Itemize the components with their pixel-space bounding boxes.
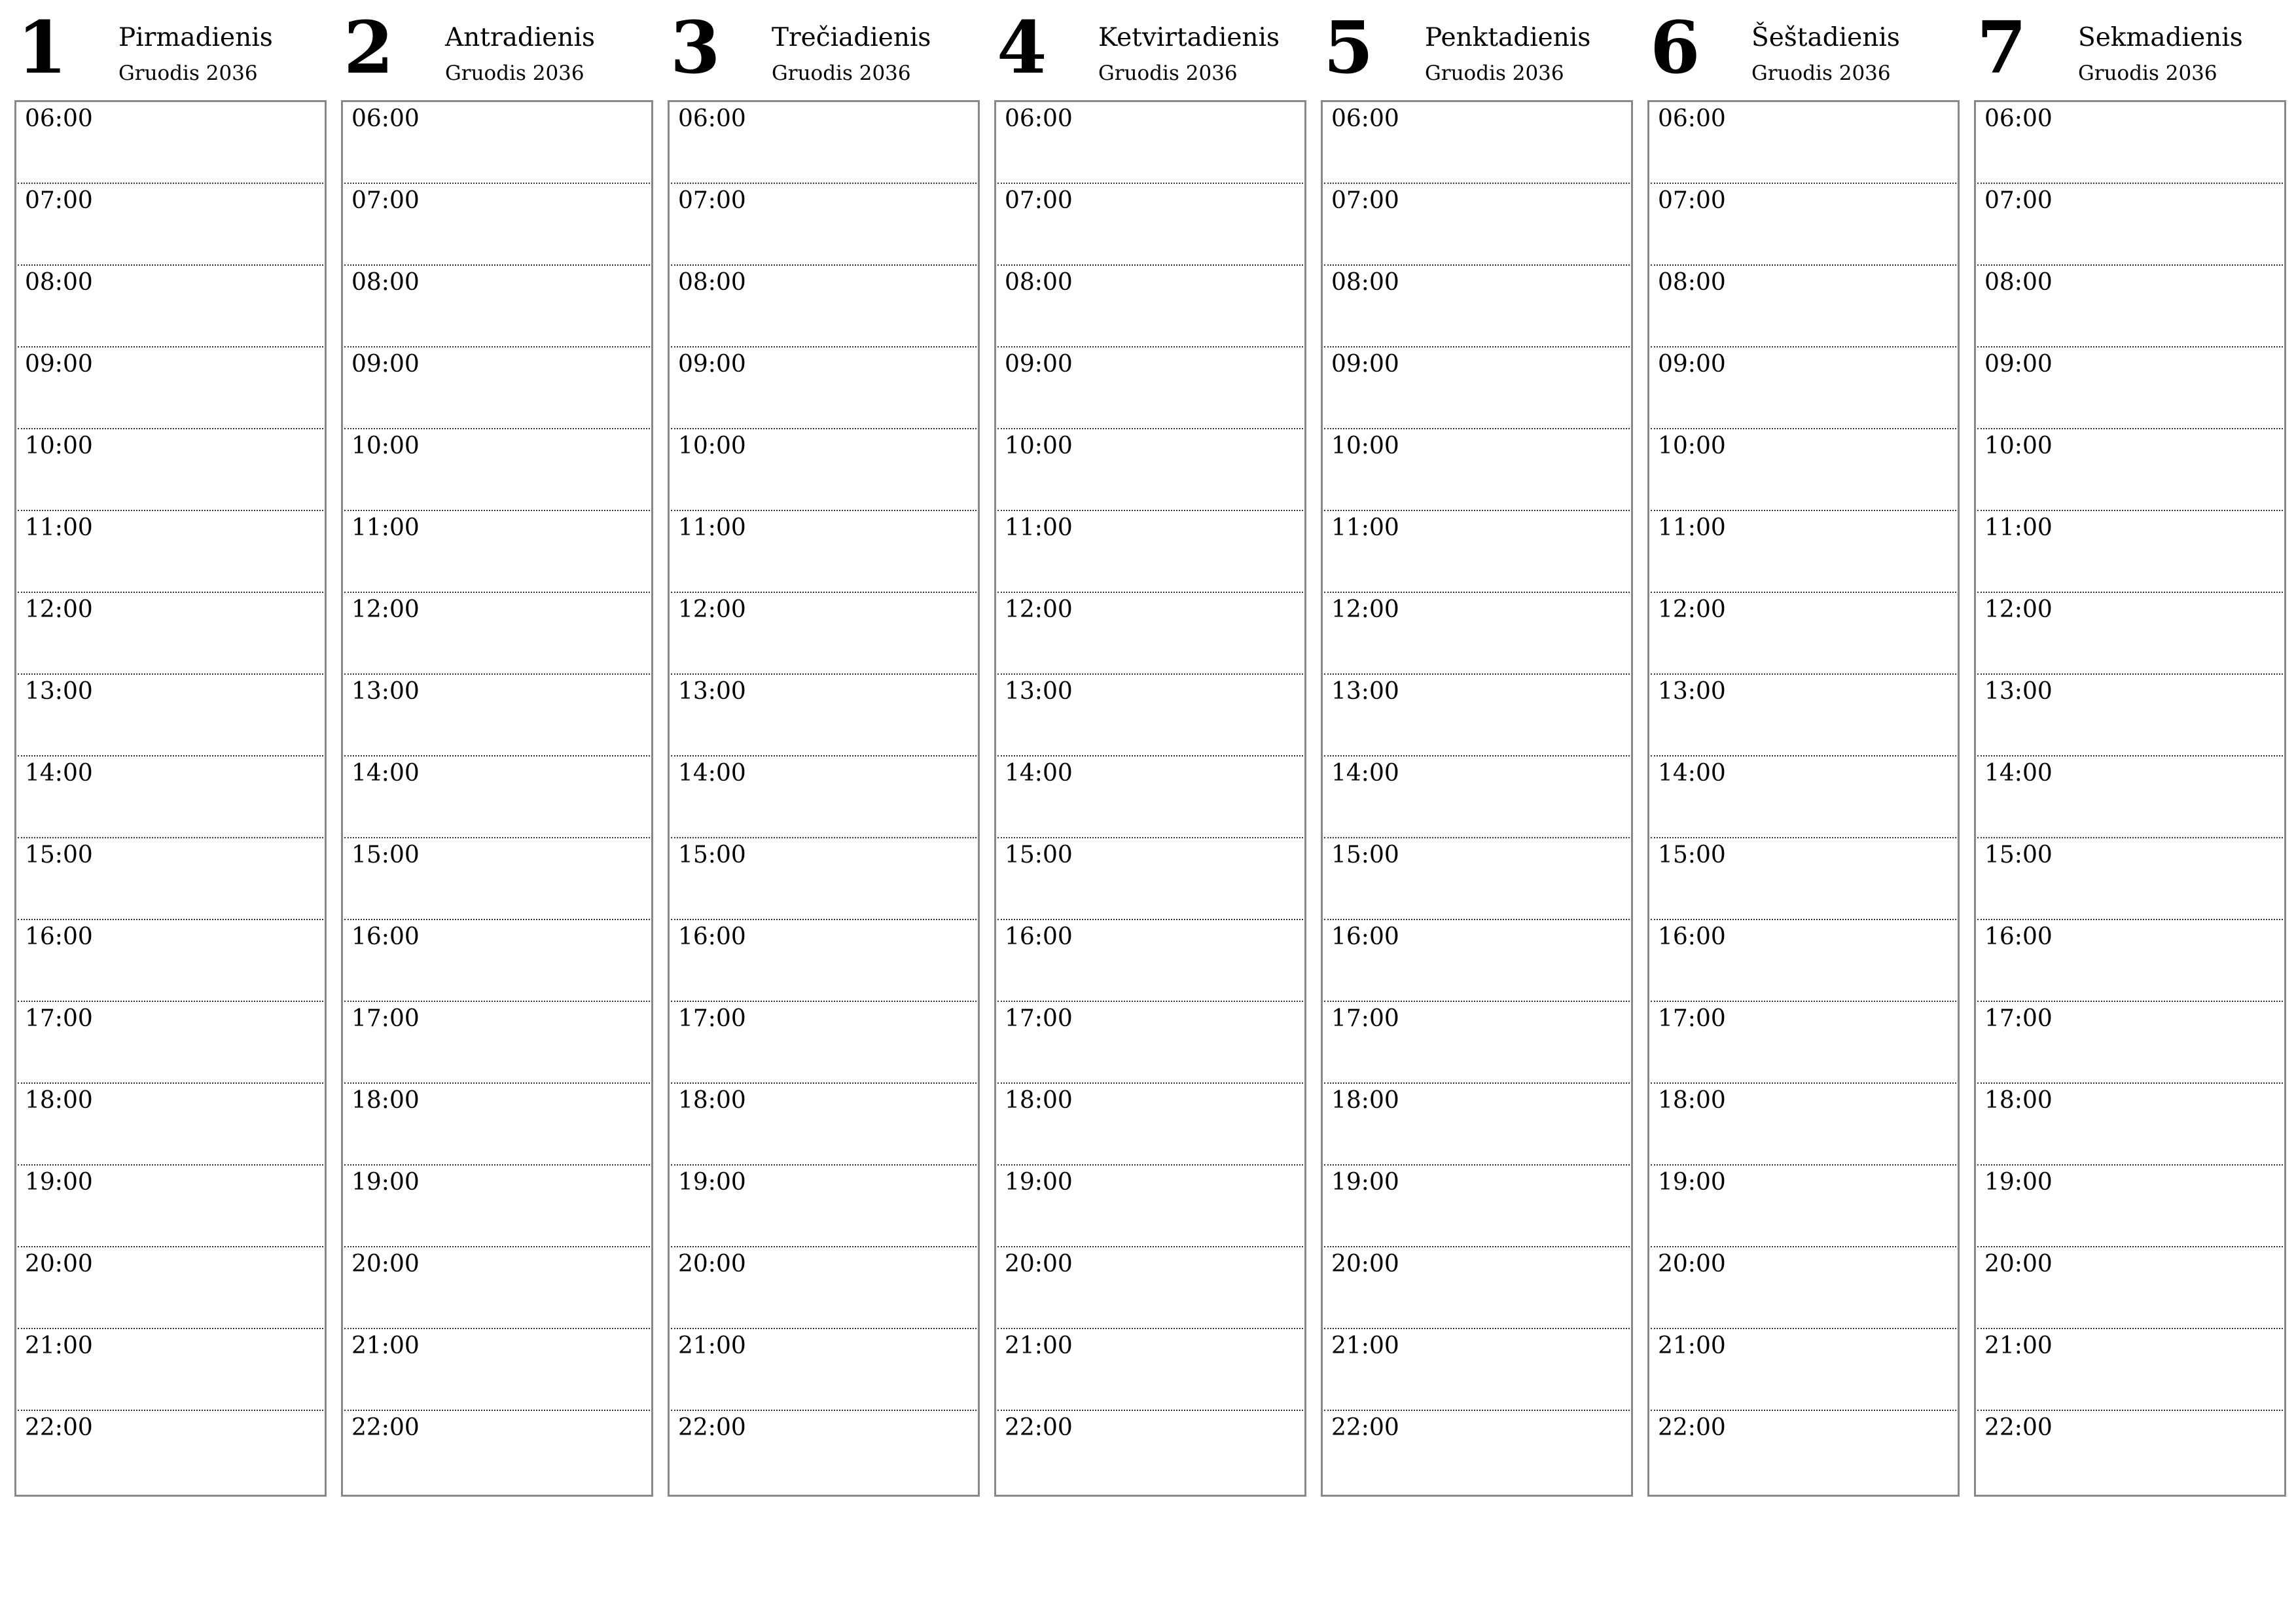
time-slot[interactable]	[1324, 1084, 1630, 1166]
time-slot-label: 10:00	[678, 433, 746, 459]
time-slot[interactable]	[18, 1166, 323, 1247]
time-slot[interactable]	[1977, 757, 2283, 838]
day-header	[1974, 0, 2286, 100]
time-slot[interactable]	[671, 184, 977, 266]
time-slot[interactable]	[1977, 920, 2283, 1002]
time-slot-label: 06:00	[351, 105, 420, 132]
time-slot-label: 06:00	[1984, 105, 2053, 132]
time-slot[interactable]	[1651, 511, 1956, 593]
time-slot[interactable]	[1324, 266, 1630, 348]
time-slot[interactable]	[344, 1084, 650, 1166]
time-slot[interactable]	[1651, 593, 1956, 675]
time-slot[interactable]	[1977, 1002, 2283, 1084]
time-slot[interactable]	[997, 429, 1303, 511]
time-slot[interactable]	[18, 1411, 323, 1493]
time-slot-label: 16:00	[1005, 923, 1073, 950]
time-slot[interactable]	[1651, 1084, 1956, 1166]
time-slot-label: 11:00	[1331, 514, 1399, 541]
time-slot[interactable]	[671, 1002, 977, 1084]
day-column	[341, 0, 653, 1499]
time-slot-label: 14:00	[1658, 760, 1726, 787]
time-slot-label: 17:00	[1331, 1005, 1399, 1032]
time-slot-label: 20:00	[1984, 1251, 2053, 1277]
time-slot[interactable]	[671, 675, 977, 757]
time-slot-label: 22:00	[1005, 1414, 1073, 1441]
time-slot-label: 15:00	[25, 842, 93, 868]
time-slot-label: 19:00	[1331, 1169, 1399, 1196]
time-slot-label: 19:00	[1005, 1169, 1073, 1196]
time-slot[interactable]	[344, 593, 650, 675]
time-slot[interactable]	[1324, 593, 1630, 675]
day-schedule-box	[14, 100, 327, 1497]
time-slot[interactable]	[997, 1329, 1303, 1411]
time-slot[interactable]	[1324, 1247, 1630, 1329]
time-slot-label: 11:00	[1984, 514, 2053, 541]
time-slot[interactable]	[344, 1247, 650, 1329]
time-slot[interactable]	[18, 675, 323, 757]
time-slot[interactable]	[1651, 1166, 1956, 1247]
time-slot-label: 07:00	[1658, 187, 1726, 214]
time-slot[interactable]	[18, 757, 323, 838]
time-slot-label: 11:00	[351, 514, 420, 541]
day-month-year: Gruodis 2036	[772, 62, 911, 85]
time-slot-label: 14:00	[1984, 760, 2053, 787]
time-slot-label: 15:00	[1331, 842, 1399, 868]
time-slot-label: 21:00	[25, 1332, 93, 1359]
time-slot-label: 16:00	[1658, 923, 1726, 950]
time-slot[interactable]	[1977, 429, 2283, 511]
time-slot-label: 07:00	[678, 187, 746, 214]
time-slot-label: 09:00	[1658, 351, 1726, 378]
time-slot-label: 16:00	[351, 923, 420, 950]
time-slot-label: 14:00	[351, 760, 420, 787]
day-schedule-box	[994, 100, 1306, 1497]
day-number: 7	[1977, 5, 2027, 90]
day-name: Ketvirtadienis	[1098, 23, 1280, 52]
time-slot-label: 19:00	[1658, 1169, 1726, 1196]
time-slot-label: 18:00	[1005, 1087, 1073, 1114]
day-month-year: Gruodis 2036	[1098, 62, 1238, 85]
time-slot-label: 09:00	[351, 351, 420, 378]
time-slot[interactable]	[671, 1084, 977, 1166]
time-slot-label: 09:00	[1984, 351, 2053, 378]
time-slot-label: 17:00	[1984, 1005, 2053, 1032]
time-slot[interactable]	[997, 102, 1303, 184]
time-slot[interactable]	[997, 675, 1303, 757]
time-slot-label: 07:00	[25, 187, 93, 214]
day-month-year: Gruodis 2036	[1751, 62, 1891, 85]
time-slot-label: 08:00	[351, 269, 420, 296]
time-slot[interactable]	[671, 102, 977, 184]
time-slot-label: 06:00	[1658, 105, 1726, 132]
day-name: Antradienis	[445, 23, 595, 52]
time-slot[interactable]	[1324, 920, 1630, 1002]
time-slot-label: 21:00	[1331, 1332, 1399, 1359]
time-slot-label: 14:00	[25, 760, 93, 787]
weekly-planner	[14, 0, 2283, 1499]
time-slot[interactable]	[997, 920, 1303, 1002]
time-slot-label: 10:00	[1984, 433, 2053, 459]
time-slot[interactable]	[671, 1247, 977, 1329]
time-slot[interactable]	[344, 429, 650, 511]
time-slot-label: 15:00	[351, 842, 420, 868]
time-slot[interactable]	[18, 1084, 323, 1166]
time-slot-label: 12:00	[1658, 596, 1726, 623]
day-name: Penktadienis	[1425, 23, 1591, 52]
time-slot[interactable]	[671, 429, 977, 511]
day-name: Pirmadienis	[118, 23, 273, 52]
time-slot-label: 21:00	[1658, 1332, 1726, 1359]
time-slot[interactable]	[1324, 429, 1630, 511]
time-slot-label: 09:00	[1331, 351, 1399, 378]
day-schedule-box	[1974, 100, 2286, 1497]
time-slot[interactable]	[1977, 102, 2283, 184]
time-slot-label: 11:00	[678, 514, 746, 541]
time-slot-label: 08:00	[678, 269, 746, 296]
day-number: 6	[1650, 5, 1700, 90]
time-slot[interactable]	[671, 1411, 977, 1493]
time-slot-label: 22:00	[678, 1414, 746, 1441]
time-slot[interactable]	[344, 675, 650, 757]
time-slot-label: 20:00	[678, 1251, 746, 1277]
time-slot[interactable]	[18, 1002, 323, 1084]
time-slot[interactable]	[1324, 348, 1630, 429]
time-slot[interactable]	[1651, 675, 1956, 757]
time-slot[interactable]	[344, 1411, 650, 1493]
time-slot[interactable]	[18, 1329, 323, 1411]
time-slot[interactable]	[344, 348, 650, 429]
time-slot[interactable]	[997, 838, 1303, 920]
time-slot-label: 22:00	[1331, 1414, 1399, 1441]
day-header	[1647, 0, 1960, 100]
time-slot[interactable]	[1977, 511, 2283, 593]
time-slot-label: 17:00	[25, 1005, 93, 1032]
time-slot[interactable]	[1977, 1247, 2283, 1329]
time-slot[interactable]	[1324, 184, 1630, 266]
time-slot-label: 12:00	[678, 596, 746, 623]
time-slot[interactable]	[1977, 266, 2283, 348]
time-slot-label: 17:00	[1005, 1005, 1073, 1032]
time-slot-label: 20:00	[351, 1251, 420, 1277]
time-slot-label: 10:00	[1005, 433, 1073, 459]
time-slot-label: 16:00	[25, 923, 93, 950]
day-number: 3	[670, 5, 721, 90]
time-slot[interactable]	[18, 838, 323, 920]
time-slot-label: 07:00	[351, 187, 420, 214]
time-slot[interactable]	[18, 184, 323, 266]
time-slot-label: 22:00	[1658, 1414, 1726, 1441]
day-name: Trečiadienis	[772, 23, 931, 52]
time-slot[interactable]	[1977, 593, 2283, 675]
time-slot-label: 11:00	[1658, 514, 1726, 541]
time-slot-label: 14:00	[678, 760, 746, 787]
time-slot-label: 12:00	[1005, 596, 1073, 623]
day-number: 5	[1323, 5, 1374, 90]
time-slot[interactable]	[671, 266, 977, 348]
time-slot[interactable]	[18, 593, 323, 675]
time-slot[interactable]	[1651, 838, 1956, 920]
time-slot[interactable]	[997, 1411, 1303, 1493]
time-slot-label: 07:00	[1331, 187, 1399, 214]
time-slot-label: 18:00	[678, 1087, 746, 1114]
time-slot[interactable]	[997, 266, 1303, 348]
time-slot[interactable]	[1651, 184, 1956, 266]
time-slot[interactable]	[1977, 1329, 2283, 1411]
time-slot[interactable]	[997, 1166, 1303, 1247]
time-slot-label: 10:00	[1331, 433, 1399, 459]
time-slot-label: 15:00	[1984, 842, 2053, 868]
time-slot-label: 06:00	[1331, 105, 1399, 132]
time-slot[interactable]	[1651, 1247, 1956, 1329]
time-slot-label: 14:00	[1331, 760, 1399, 787]
time-slot-label: 16:00	[1984, 923, 2053, 950]
time-slot[interactable]	[671, 757, 977, 838]
time-slot[interactable]	[671, 1329, 977, 1411]
time-slot-label: 22:00	[351, 1414, 420, 1441]
time-slot[interactable]	[1324, 757, 1630, 838]
time-slot[interactable]	[671, 511, 977, 593]
time-slot[interactable]	[1324, 838, 1630, 920]
time-slot[interactable]	[344, 1329, 650, 1411]
time-slot-label: 20:00	[1331, 1251, 1399, 1277]
time-slot[interactable]	[1324, 1411, 1630, 1493]
day-header	[668, 0, 980, 100]
time-slot[interactable]	[1651, 429, 1956, 511]
time-slot[interactable]	[344, 838, 650, 920]
time-slot[interactable]	[1977, 675, 2283, 757]
time-slot[interactable]	[18, 920, 323, 1002]
time-slot-label: 18:00	[1658, 1087, 1726, 1114]
time-slot-label: 11:00	[25, 514, 93, 541]
time-slot-label: 21:00	[1005, 1332, 1073, 1359]
time-slot[interactable]	[344, 1002, 650, 1084]
time-slot[interactable]	[1651, 266, 1956, 348]
time-slot-label: 13:00	[1658, 678, 1726, 705]
time-slot-label: 07:00	[1984, 187, 2053, 214]
time-slot-label: 19:00	[1984, 1169, 2053, 1196]
time-slot[interactable]	[18, 429, 323, 511]
time-slot[interactable]	[1651, 757, 1956, 838]
time-slot-label: 13:00	[1331, 678, 1399, 705]
time-slot-label: 12:00	[1984, 596, 2053, 623]
time-slot[interactable]	[997, 184, 1303, 266]
day-number: 1	[17, 5, 67, 90]
time-slot-label: 20:00	[25, 1251, 93, 1277]
time-slot-label: 12:00	[351, 596, 420, 623]
time-slot-label: 19:00	[351, 1169, 420, 1196]
time-slot-label: 19:00	[25, 1169, 93, 1196]
time-slot[interactable]	[1324, 675, 1630, 757]
time-slot[interactable]	[1977, 1084, 2283, 1166]
time-slot-label: 10:00	[25, 433, 93, 459]
day-schedule-box	[668, 100, 980, 1497]
time-slot[interactable]	[344, 511, 650, 593]
time-slot-label: 13:00	[351, 678, 420, 705]
time-slot[interactable]	[671, 838, 977, 920]
time-slot[interactable]	[997, 1084, 1303, 1166]
time-slot[interactable]	[1977, 184, 2283, 266]
time-slot-label: 22:00	[1984, 1414, 2053, 1441]
day-header	[341, 0, 653, 100]
time-slot-label: 10:00	[1658, 433, 1726, 459]
time-slot-label: 09:00	[678, 351, 746, 378]
time-slot-label: 08:00	[25, 269, 93, 296]
time-slot-label: 11:00	[1005, 514, 1073, 541]
time-slot-label: 06:00	[678, 105, 746, 132]
time-slot[interactable]	[1651, 1411, 1956, 1493]
time-slot[interactable]	[671, 348, 977, 429]
day-month-year: Gruodis 2036	[118, 62, 258, 85]
time-slot[interactable]	[671, 1166, 977, 1247]
day-header	[1321, 0, 1633, 100]
day-number: 4	[997, 5, 1047, 90]
time-slot-label: 16:00	[1331, 923, 1399, 950]
time-slot-label: 21:00	[678, 1332, 746, 1359]
time-slot-label: 19:00	[678, 1169, 746, 1196]
time-slot[interactable]	[344, 102, 650, 184]
time-slot[interactable]	[671, 593, 977, 675]
day-schedule-box	[1647, 100, 1960, 1497]
time-slot[interactable]	[1651, 1002, 1956, 1084]
time-slot-label: 17:00	[351, 1005, 420, 1032]
time-slot-label: 13:00	[1005, 678, 1073, 705]
time-slot-label: 10:00	[351, 433, 420, 459]
time-slot-label: 08:00	[1984, 269, 2053, 296]
day-schedule-box	[1321, 100, 1633, 1497]
time-slot-label: 14:00	[1005, 760, 1073, 787]
time-slot[interactable]	[344, 920, 650, 1002]
time-slot[interactable]	[1324, 511, 1630, 593]
time-slot[interactable]	[344, 184, 650, 266]
time-slot[interactable]	[344, 757, 650, 838]
time-slot-label: 15:00	[1005, 842, 1073, 868]
time-slot[interactable]	[1651, 102, 1956, 184]
time-slot-label: 17:00	[678, 1005, 746, 1032]
time-slot[interactable]	[18, 511, 323, 593]
time-slot[interactable]	[997, 1247, 1303, 1329]
time-slot-label: 06:00	[1005, 105, 1073, 132]
time-slot[interactable]	[1651, 1329, 1956, 1411]
time-slot[interactable]	[1977, 348, 2283, 429]
time-slot-label: 08:00	[1658, 269, 1726, 296]
time-slot-label: 13:00	[678, 678, 746, 705]
time-slot-label: 07:00	[1005, 187, 1073, 214]
time-slot[interactable]	[1324, 1329, 1630, 1411]
day-name: Šeštadienis	[1751, 23, 1900, 52]
time-slot-label: 21:00	[351, 1332, 420, 1359]
time-slot-label: 12:00	[25, 596, 93, 623]
day-column	[1647, 0, 1960, 1499]
time-slot-label: 20:00	[1658, 1251, 1726, 1277]
time-slot-label: 18:00	[1984, 1087, 2053, 1114]
time-slot-label: 22:00	[25, 1414, 93, 1441]
time-slot[interactable]	[1977, 1166, 2283, 1247]
day-header	[994, 0, 1306, 100]
time-slot[interactable]	[1324, 102, 1630, 184]
day-column	[1974, 0, 2286, 1499]
time-slot-label: 17:00	[1658, 1005, 1726, 1032]
time-slot[interactable]	[1324, 1002, 1630, 1084]
time-slot-label: 16:00	[678, 923, 746, 950]
time-slot[interactable]	[18, 348, 323, 429]
time-slot-label: 13:00	[1984, 678, 2053, 705]
time-slot-label: 09:00	[1005, 351, 1073, 378]
day-header	[14, 0, 327, 100]
day-column	[668, 0, 980, 1499]
time-slot-label: 06:00	[25, 105, 93, 132]
time-slot-label: 18:00	[25, 1087, 93, 1114]
day-month-year: Gruodis 2036	[2078, 62, 2217, 85]
time-slot[interactable]	[997, 1002, 1303, 1084]
time-slot[interactable]	[997, 511, 1303, 593]
time-slot[interactable]	[344, 266, 650, 348]
day-number: 2	[344, 5, 394, 90]
time-slot[interactable]	[671, 920, 977, 1002]
day-column	[1321, 0, 1633, 1499]
time-slot-label: 08:00	[1005, 269, 1073, 296]
time-slot-label: 18:00	[351, 1087, 420, 1114]
time-slot[interactable]	[997, 348, 1303, 429]
time-slot[interactable]	[1977, 1411, 2283, 1493]
day-column	[994, 0, 1306, 1499]
time-slot[interactable]	[1651, 920, 1956, 1002]
time-slot[interactable]	[18, 266, 323, 348]
time-slot[interactable]	[18, 1247, 323, 1329]
time-slot-label: 09:00	[25, 351, 93, 378]
time-slot[interactable]	[1324, 1166, 1630, 1247]
time-slot-label: 15:00	[678, 842, 746, 868]
time-slot[interactable]	[997, 593, 1303, 675]
day-column	[14, 0, 327, 1499]
time-slot[interactable]	[1977, 838, 2283, 920]
day-schedule-box	[341, 100, 653, 1497]
time-slot-label: 20:00	[1005, 1251, 1073, 1277]
time-slot-label: 08:00	[1331, 269, 1399, 296]
time-slot[interactable]	[997, 757, 1303, 838]
day-month-year: Gruodis 2036	[445, 62, 584, 85]
time-slot-label: 13:00	[25, 678, 93, 705]
time-slot[interactable]	[18, 102, 323, 184]
day-name: Sekmadienis	[2078, 23, 2243, 52]
time-slot-label: 21:00	[1984, 1332, 2053, 1359]
time-slot[interactable]	[344, 1166, 650, 1247]
time-slot-label: 12:00	[1331, 596, 1399, 623]
time-slot[interactable]	[1651, 348, 1956, 429]
time-slot-label: 15:00	[1658, 842, 1726, 868]
time-slot-label: 18:00	[1331, 1087, 1399, 1114]
day-month-year: Gruodis 2036	[1425, 62, 1564, 85]
